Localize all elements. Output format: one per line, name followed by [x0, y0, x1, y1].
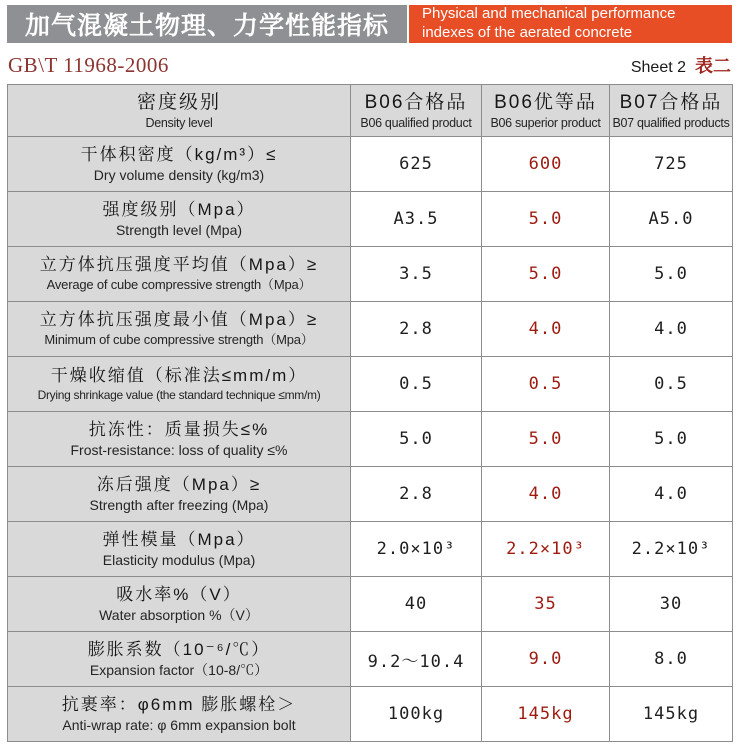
- spec-label-cell: [8, 632, 351, 687]
- performance-index-table: [7, 84, 733, 742]
- spec-value-cell: 145kg: [610, 687, 733, 742]
- spec-label-en: Anti-wrap rate: φ 6mm expansion bolt: [62, 716, 296, 733]
- spec-value-cell: 2.2×10³: [482, 522, 610, 577]
- header-column-b06-qualified: [351, 85, 482, 137]
- spec-label-en: Frost-resistance: loss of quality ≤%: [70, 441, 288, 458]
- header-label-en: Density level: [145, 115, 213, 130]
- spec-label-cell: [8, 137, 351, 192]
- spec-label-en: Water absorption %（V）: [99, 606, 259, 623]
- table-row-expansion-factor: [8, 632, 733, 687]
- spec-value-cell: 35: [482, 577, 610, 632]
- spec-label-cell: [8, 522, 351, 577]
- spec-value-cell: 9.0: [482, 632, 610, 687]
- spec-label-cell: [8, 687, 351, 742]
- header-column-b06-superior: [482, 85, 610, 137]
- spec-value-cell: 100kg: [351, 687, 482, 742]
- spec-value-cell: 0.5: [482, 357, 610, 412]
- spec-value-cell: 4.0: [610, 467, 733, 522]
- spec-label-zh: 抗冻性：质量损失≤%: [88, 419, 270, 439]
- spec-value-cell: 8.0: [610, 632, 733, 687]
- spec-value-cell: 0.5: [610, 357, 733, 412]
- spec-value-cell: 4.0: [482, 467, 610, 522]
- page-title-en: Physical and mechanical performance indexes of the aerated concrete: [409, 5, 732, 43]
- spec-label-en: Drying shrinkage value (the standard technique ≤mm/m): [37, 387, 321, 402]
- column-label-zh: B06合格品: [364, 91, 468, 113]
- spec-label-zh: 立方体抗压强度最小值（Mpa）≥: [39, 310, 319, 330]
- spec-label-zh: 强度级别（Mpa）: [102, 199, 256, 219]
- table-row-average-compressive-strength: [8, 247, 733, 302]
- column-label-zh: B06优等品: [494, 91, 597, 113]
- spec-value-cell: 725: [610, 137, 733, 192]
- header-label-zh: 密度级别: [136, 91, 221, 113]
- spec-label-cell: [8, 302, 351, 357]
- spec-value-cell: 9.2～10.4: [351, 632, 482, 687]
- spec-label-en: Strength level (Mpa): [115, 221, 243, 238]
- spec-value-cell: A3.5: [351, 192, 482, 247]
- spec-label-en: Strength after freezing (Mpa): [89, 496, 269, 513]
- spec-label-en: Average of cube compressive strength（Mpa）: [46, 277, 312, 293]
- table-row-frost-resistance: [8, 412, 733, 467]
- spec-label-cell: [8, 412, 351, 467]
- title-banner: [7, 5, 732, 43]
- spec-label-zh: 膨胀系数（10⁻⁶/℃）: [87, 639, 271, 659]
- spec-value-cell: 40: [351, 577, 482, 632]
- spec-value-cell: 600: [482, 137, 610, 192]
- spec-label-zh: 冻后强度（Mpa）≥: [96, 474, 262, 494]
- spec-value-cell: 145kg: [482, 687, 610, 742]
- spec-label-zh: 弹性模量（Mpa）: [102, 529, 256, 549]
- sheet-label-en: Sheet 2: [630, 59, 686, 76]
- table-row-dry-volume-density: [8, 137, 733, 192]
- spec-label-cell: [8, 247, 351, 302]
- spec-value-cell: 2.2×10³: [610, 522, 733, 577]
- spec-value-cell: 30: [610, 577, 733, 632]
- table-row-drying-shrinkage: [8, 357, 733, 412]
- spec-label-en: Expansion factor（10-8/℃）: [89, 661, 269, 678]
- table-row-strength-level: [8, 192, 733, 247]
- subheader: [7, 43, 732, 84]
- spec-label-cell: [8, 467, 351, 522]
- spec-label-cell: [8, 577, 351, 632]
- table-row-minimum-compressive-strength: [8, 302, 733, 357]
- spec-value-cell: 5.0: [351, 412, 482, 467]
- column-label-en: B06 qualified product: [360, 115, 472, 130]
- spec-value-cell: 5.0: [482, 247, 610, 302]
- header-density-level-cell: [8, 85, 351, 137]
- spec-label-zh: 干燥收缩值（标准法≤mm/m）: [50, 366, 308, 386]
- spec-value-cell: 5.0: [610, 412, 733, 467]
- spec-label-cell: [8, 192, 351, 247]
- spec-value-cell: 5.0: [482, 412, 610, 467]
- spec-label-en: Minimum of cube compressive strength（Mpa）: [44, 332, 314, 348]
- spec-label-en: Dry volume density (kg/m3): [93, 166, 265, 183]
- spec-label-cell: [8, 357, 351, 412]
- column-label-en: B06 superior product: [490, 115, 601, 130]
- page-title-zh: 加气混凝土物理、力学性能指标: [7, 5, 407, 43]
- table-row-water-absorption: [8, 577, 733, 632]
- spec-value-cell: A5.0: [610, 192, 733, 247]
- spec-value-cell: 625: [351, 137, 482, 192]
- spec-label-zh: 抗裹率：φ6mm 膨胀螺栓＞: [61, 694, 297, 714]
- table-row-elasticity-modulus: [8, 522, 733, 577]
- spec-value-cell: 3.5: [351, 247, 482, 302]
- spec-value-cell: 2.0×10³: [351, 522, 482, 577]
- column-label-en: B07 qualified products: [612, 115, 730, 130]
- spec-value-cell: 5.0: [610, 247, 733, 302]
- spec-label-zh: 立方体抗压强度平均值（Mpa）≥: [39, 255, 319, 275]
- spec-value-cell: 2.8: [351, 467, 482, 522]
- sheet-label: [631, 52, 731, 78]
- table-row-anti-wrap-rate: [8, 687, 733, 742]
- sheet-label-zh: 表二: [695, 56, 731, 76]
- column-label-zh: B07合格品: [619, 91, 723, 113]
- header-column-b07-qualified: [610, 85, 733, 137]
- spec-value-cell: 5.0: [482, 192, 610, 247]
- standard-number: GB\T 11968-2006: [8, 53, 169, 77]
- spec-value-cell: 2.8: [351, 302, 482, 357]
- table-header-row: [8, 85, 733, 137]
- spec-label-zh: 吸水率%（V）: [116, 584, 242, 604]
- table-row-strength-after-freezing: [8, 467, 733, 522]
- spec-label-en: Elasticity modulus (Mpa): [102, 551, 256, 568]
- spec-value-cell: 0.5: [351, 357, 482, 412]
- spec-value-cell: 4.0: [482, 302, 610, 357]
- spec-label-zh: 干体积密度（kg/m³）≤: [80, 144, 278, 164]
- spec-value-cell: 4.0: [610, 302, 733, 357]
